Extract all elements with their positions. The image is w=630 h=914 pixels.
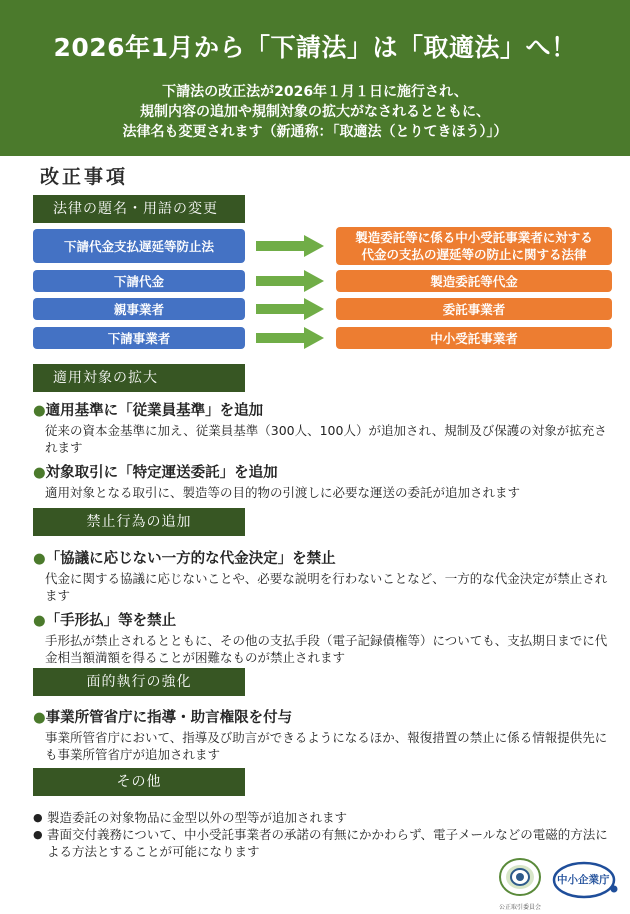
scope-item-desc: 従来の資本金基準に加え、従業員基準（300人、100人）が追加され、規制及び保護の対象が拡充されます: [45, 423, 607, 455]
sme-label: 中小企業庁: [557, 874, 610, 886]
prohibited-item-title: 「協議に応じない一方的な代金決定」を禁止: [45, 551, 336, 567]
prohibited-item-1: [33, 547, 613, 604]
old-term-1: 下請代金支払遅延等防止法: [33, 229, 245, 263]
scope-item-2: [33, 461, 613, 501]
bullet-icon: ●: [33, 613, 46, 629]
old-term-2: 下請代金: [33, 270, 245, 292]
bullet-icon: ●: [33, 811, 43, 824]
enforcement-item-1: [33, 706, 613, 763]
new-term-3: 委託事業者: [336, 298, 612, 320]
section-scope-heading: 適用対象の拡大: [33, 364, 245, 392]
other-item-text: 書面交付義務について、中小受託事業者の承諾の有無にかかわらず、電子メールなどの電磁的方法による方法とすることが可能になります: [47, 827, 608, 859]
jftc-logo: [494, 857, 546, 911]
old-term-4: 下請事業者: [33, 327, 245, 349]
prohibited-item-2: [33, 609, 613, 666]
enforcement-item-desc: 事業所管省庁において、指導及び助言ができるようになるほか、報復措置の禁止に係る情報提供先にも事業所管省庁が追加されます: [45, 730, 608, 762]
scope-item-title: 適用基準に「従業員基準」を追加: [45, 403, 264, 419]
enforcement-item-title: 事業所管省庁に指導・助言権限を付与: [45, 710, 293, 726]
sme-logo: [552, 861, 620, 903]
prohibited-item-title: 「手形払」等を禁止: [45, 613, 177, 629]
new-term-2: 製造委託等代金: [336, 270, 612, 292]
arrow-right-icon: [256, 235, 324, 257]
section-prohibited-heading: 禁止行為の追加: [33, 508, 245, 536]
page-title: 2026年1月から「下請法」は「取適法」へ！: [53, 33, 577, 62]
other-item-text: 製造委託の対象物品に金型以外の型等が追加されます: [47, 810, 348, 825]
lead-text: [0, 82, 630, 142]
lead-line-1: 下請法の改正法が2026年１月１日に施行され、: [162, 84, 468, 100]
other-item-1: [33, 809, 613, 826]
bullet-icon: ●: [33, 551, 46, 567]
lead-line-2: 規制内容の追加や規制対象の拡大がなされるとともに、: [140, 104, 490, 120]
bullet-icon: ●: [33, 465, 46, 481]
bullet-icon: ●: [33, 710, 46, 726]
scope-item-1: [33, 399, 613, 456]
other-item-2: [33, 826, 613, 860]
jftc-caption: 公正取引委員会: [498, 904, 541, 911]
new-term-1: 製造委託等に係る中小受託事業者に対する 代金の支払の遅延等の防止に関する法律: [336, 227, 612, 265]
lead-line-3: 法律名も変更されます（新通称：「取適法（とりてきほう）」）: [122, 124, 508, 140]
arrow-right-icon: [256, 327, 324, 349]
prohibited-item-desc: 手形払が禁止されるとともに、その他の支払手段（電子記録債権等）についても、支払期日までに代金相当額満額を得ることが困難なものが禁止されます: [45, 633, 608, 665]
section-enforcement-heading: 面的執行の強化: [33, 668, 245, 696]
section-terms-heading: 法律の題名・用語の変更: [33, 195, 245, 223]
jftc-emblem-icon: [498, 857, 542, 897]
prohibited-item-desc: 代金に関する協議に応じないことや、必要な説明を行わないことなど、一方的な代金決定が禁止されます: [45, 571, 608, 603]
arrow-right-icon: [256, 270, 324, 292]
scope-item-title: 対象取引に「特定運送委託」を追加: [45, 465, 278, 481]
section-other-heading: その他: [33, 768, 245, 796]
bullet-icon: ●: [33, 403, 46, 419]
bullet-icon: ●: [33, 828, 43, 841]
new-term-4: 中小受託事業者: [336, 327, 612, 349]
other-list: [33, 809, 613, 860]
old-term-3: 親事業者: [33, 298, 245, 320]
arrow-right-icon: [256, 298, 324, 320]
amendments-heading: 改正事項: [40, 166, 129, 188]
scope-item-desc: 適用対象となる取引に、製造等の目的物の引渡しに必要な運送の委託が追加されます: [45, 485, 521, 500]
header-banner: [0, 0, 630, 156]
